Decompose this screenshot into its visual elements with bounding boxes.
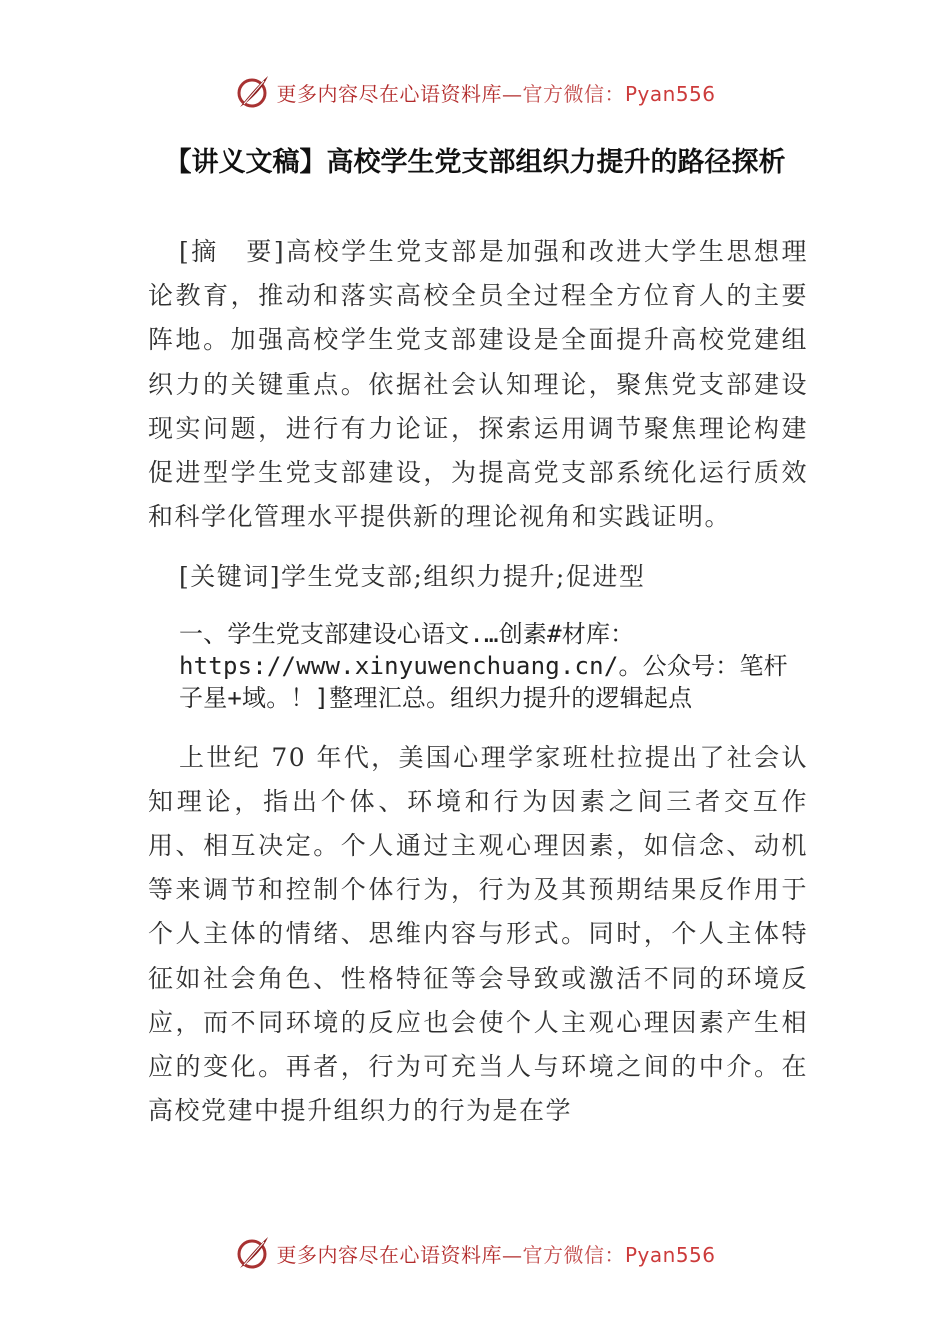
banner-dash: — [501,81,523,106]
footer-banner [0,1233,950,1273]
banner-text [276,78,715,107]
abstract-paragraph: [摘 要]高校学生党支部是加强和改进大学生思想理论教育，推动和落实高校全员全过程全方位育人的主要阵地。加强高校学生党支部建设是全面提升高校党建组织力的关键重点。依据社会认知理论，聚焦党支部建设现实问题，进行有力论证，探索运用调节聚焦理论构建促进型学生党支部建设，为提高党支部系统化运行质效和科学化管理水平提供新的理论视角和实践证明。 [148,237,808,532]
banner-site-text: 更多内容尽在心语资料库 [276,81,502,106]
quill-circle-logo-icon [234,1234,272,1272]
document-body [148,230,808,1133]
section-heading: 一、学生党支部建设心语文.…创素#材库：https://www.xinyuwenchuang.cn/。公众号：笔杆子星+域。！]整理汇总。组织力提升的逻辑起点 [179,619,788,712]
keywords-paragraph: [关键词]学生党支部;组织力提升;促进型 [179,562,646,592]
banner-wechat-label: 官方微信： [522,81,625,106]
body-paragraph: 上世纪 70 年代，美国心理学家班杜拉提出了社会认知理论，指出个体、环境和行为因素之间三者交互作用、相互决定。个人通过主观心理因素，如信念、动机等来调节和控制个体行为，行为及其预期结果反作用于个人主体的情绪、思维内容与形式。同时，个人主体特征如社会角色、性格特征等会导致或激活不同的环境反应，而不同环境的反应也会使个人主观心理因素产生相应的变化。再者，行为可充当人与环境之间的中介。在高校党建中提升组织力的行为是在学 [148,742,808,1126]
document-title: 【讲义文稿】高校学生党支部组织力提升的路径探析 [164,147,786,178]
banner-dash: — [501,1242,523,1267]
header-banner [0,72,950,112]
banner-account: Pyan556 [624,1242,716,1267]
banner-account: Pyan556 [624,81,716,106]
banner-text [276,1239,715,1268]
quill-circle-logo-icon [234,73,272,111]
banner-site-text: 更多内容尽在心语资料库 [276,1242,502,1267]
banner-wechat-label: 官方微信： [522,1242,625,1267]
